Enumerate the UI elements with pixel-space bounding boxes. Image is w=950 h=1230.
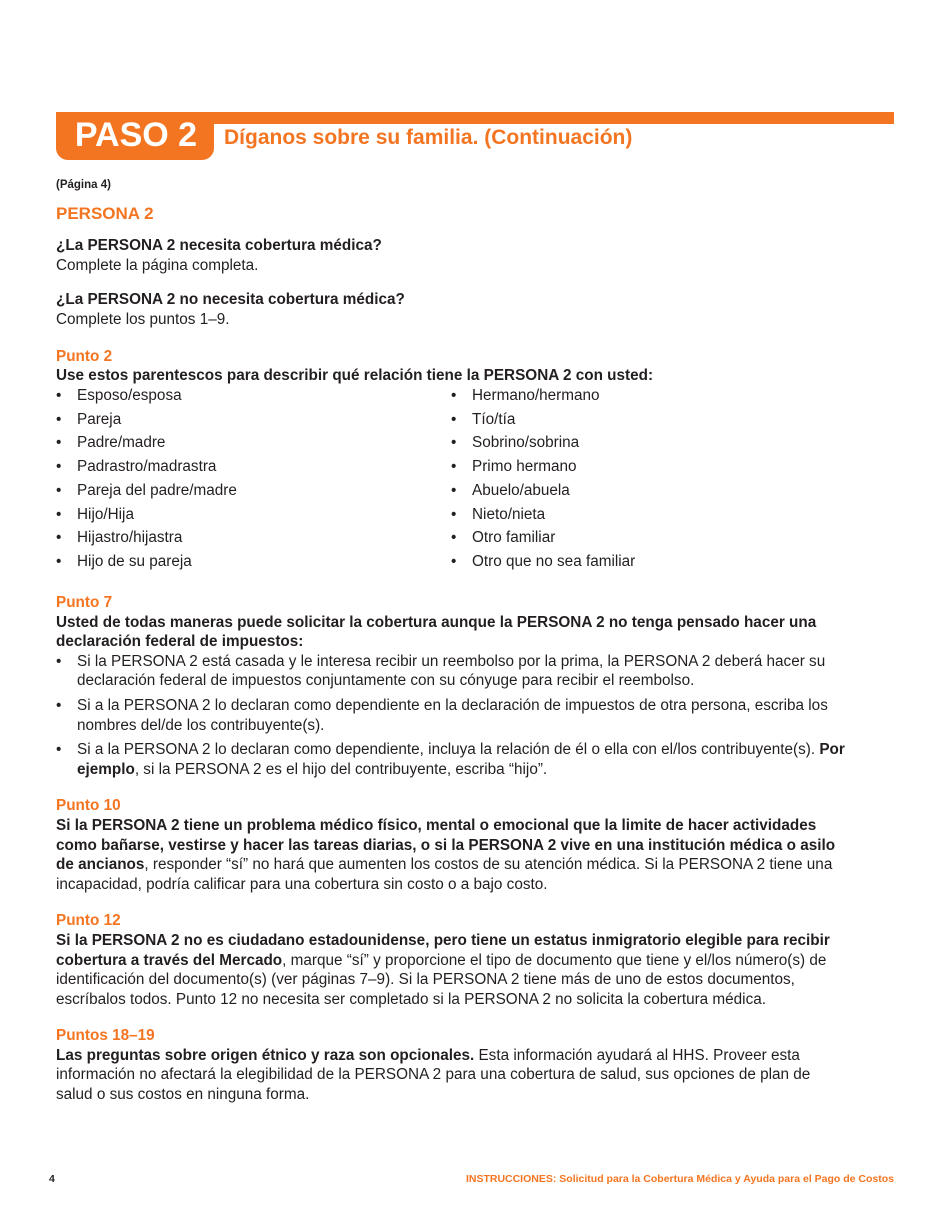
list-item: • Otro familiar — [451, 528, 846, 548]
section-label: Punto 2 — [56, 347, 113, 365]
section-body — [56, 931, 846, 1009]
section-label: Punto 7 — [56, 594, 113, 611]
list-item: • Pareja — [56, 410, 451, 430]
list-item: • Hijo/Hija — [56, 505, 451, 525]
section-emphasis: Si la PERSONA 2 tiene un problema médico físico, mental o emocional que la limite de hacer actividades como bañarse, vestirse y hacer las tareas diarias, o si la PERSONA 2 vive en una institución médica o asilo de ancianos — [56, 816, 836, 874]
question-text: ¿La PERSONA 2 no necesita cobertura médica? — [56, 291, 405, 309]
person-title: PERSONA 2 — [56, 203, 154, 223]
list-item: • Tío/tía — [451, 410, 846, 430]
list-item-emphasis: Por ejemplo — [77, 741, 845, 778]
list-item-text: Si a la PERSONA 2 lo declaran como dependiente, incluya la relación de él o ella con el/los contribuyente(s). — [77, 741, 820, 759]
section-emphasis: Las preguntas sobre origen étnico y raza son opcionales. — [56, 1046, 475, 1064]
section-label: Puntos 18–19 — [56, 1027, 155, 1045]
question-needs-coverage — [56, 236, 846, 275]
section-punto-12 — [56, 911, 846, 1009]
page-title: Díganos sobre su familia. (Continuación) — [224, 126, 633, 149]
answer-text: Complete la página completa. — [56, 256, 259, 274]
section-intro: Usted de todas maneras puede solicitar la cobertura aunque la PERSONA 2 no tenga pensado hacer una declaración federal de impuestos: — [56, 613, 817, 651]
step-label: PASO 2 — [74, 116, 198, 154]
section-emphasis: Si la PERSONA 2 no es ciudadano estadounidense, pero tiene un estatus inmigratorio elegible para recibir cobertura a través del Mercado — [56, 931, 830, 969]
section-text: , marque “sí” y proporcione el tipo de documento que tiene y el/los número(s) de identificación del documento(s) (ver páginas 7–9). Si la PERSONA 2 tiene más de uno de estos documentos, escríbalos todos. Punto 12 no necesita ser completado si la PERSONA 2 no solicita la cobertura médica. — [56, 951, 827, 1008]
list-item: • Si a la PERSONA 2 lo declaran como dependiente en la declaración de impuestos de otra persona, escriba los nombres del/de los contribuyente(s). — [56, 696, 846, 735]
punto-7-list — [56, 652, 846, 780]
relationship-list-right — [451, 386, 846, 576]
list-item: • Padre/madre — [56, 433, 451, 453]
list-item-text: , si la PERSONA 2 es el hijo del contribuyente, escriba “hijo”. — [134, 760, 548, 778]
answer-text: Complete los puntos 1–9. — [56, 310, 230, 328]
section-puntos-18-19 — [56, 1026, 846, 1104]
question-no-coverage — [56, 290, 846, 329]
list-item: • Nieto/nieta — [451, 505, 846, 525]
list-item: • Primo hermano — [451, 457, 846, 477]
list-item: • Abuelo/abuela — [451, 481, 846, 501]
footer-page-number: 4 — [49, 1173, 55, 1185]
list-item: • Hijastro/hijastra — [56, 528, 451, 548]
section-text: Esta información ayudará al HHS. Proveer esta información no afectará la elegibilidad de la PERSONA 2 para una cobertura de salud, sus opciones de plan de salud o sus costos en ninguna forma. — [56, 1046, 811, 1104]
relationship-list-left — [56, 386, 451, 576]
list-item: • Padrastro/madrastra — [56, 457, 451, 477]
list-item: • Hijo de su pareja — [56, 552, 451, 572]
list-item — [56, 740, 846, 779]
section-punto-10 — [56, 796, 846, 894]
question-text: ¿La PERSONA 2 necesita cobertura médica? — [56, 237, 382, 255]
list-item: • Si la PERSONA 2 está casada y le interesa recibir un reembolso por la prima, la PERSONA 2 deberá hacer su declaración federal de impuestos conjuntamente con su cónyuge para recibir el reembolso. — [56, 652, 846, 691]
section-punto-2 — [56, 347, 846, 576]
footer-title: INSTRUCCIONES: Solicitud para la Cobertura Médica y Ayuda para el Pago de Costos — [465, 1173, 894, 1185]
list-item: • Otro que no sea familiar — [451, 552, 846, 572]
page-reference: (Página 4) — [56, 179, 111, 191]
main-content — [56, 176, 846, 1122]
list-item: • Sobrino/sobrina — [451, 433, 846, 453]
section-intro: Use estos parentescos para describir qué relación tiene la PERSONA 2 con usted: — [56, 367, 654, 385]
section-body — [56, 816, 846, 894]
section-label: Punto 12 — [56, 912, 121, 930]
list-item: • Hermano/hermano — [451, 386, 846, 406]
section-body — [56, 1046, 846, 1105]
section-label: Punto 10 — [56, 797, 121, 815]
relationship-columns — [56, 386, 846, 576]
list-item: • Esposo/esposa — [56, 386, 451, 406]
step-badge — [56, 112, 214, 160]
list-item: • Pareja del padre/madre — [56, 481, 451, 501]
section-punto-7 — [56, 593, 846, 779]
section-text: , responder “sí” no hará que aumenten los costos de su atención médica. Si la PERSONA 2 tiene una incapacidad, podría calificar para una cobertura sin costo o a bajo costo. — [56, 856, 833, 893]
